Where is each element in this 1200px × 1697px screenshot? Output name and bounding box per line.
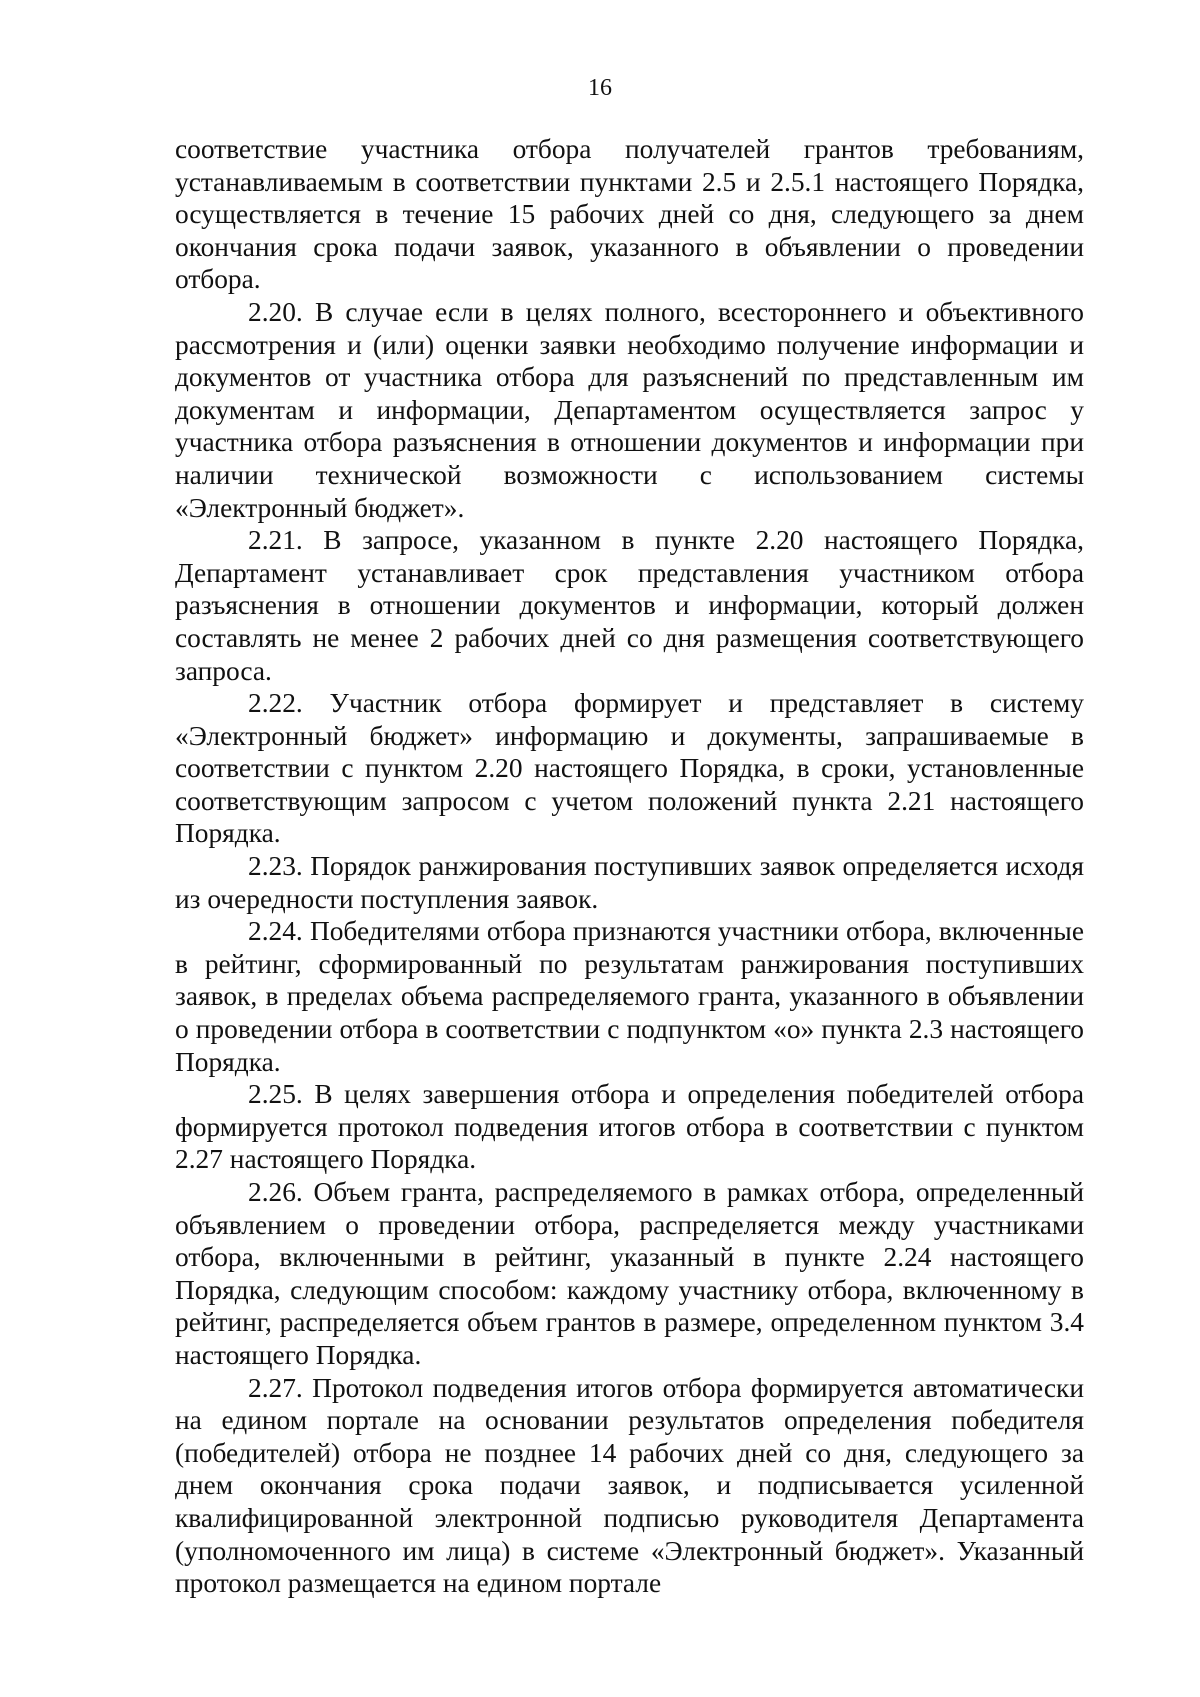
paragraph-2-24: 2.24. Победителями отбора признаются участники отбора, включенные в рейтинг, сформированный по результатам ранжирования поступивших заявок, в пределах объема распределяемого гранта, указанного в объявлении о проведении отбора в соответствии с подпунктом «о» пункта 2.3 настоящего Порядка.	[175, 916, 1084, 1077]
paragraph-2-22: 2.22. Участник отбора формирует и представляет в систему «Электронный бюджет» информацию и документы, запрашиваемые в соответствии с пунктом 2.20 настоящего Порядка, в сроки, установленные соответствующим запросом с учетом положений пункта 2.21 настоящего Порядка.	[175, 688, 1084, 849]
paragraph-2-23: 2.23. Порядок ранжирования поступивших заявок определяется исходя из очередности поступления заявок.	[175, 851, 1084, 914]
document-body	[175, 133, 1084, 1600]
paragraph-2-21: 2.21. В запросе, указанном в пункте 2.20 настоящего Порядка, Департамент устанавливает срок представления участником отбора разъяснения в отношении документов и информации, который должен составлять не менее 2 рабочих дней со дня размещения соответствующего запроса.	[175, 525, 1084, 686]
paragraph-2-25: 2.25. В целях завершения отбора и определения победителей отбора формируется протокол подведения итогов отбора в соответствии с пунктом 2.27 настоящего Порядка.	[175, 1079, 1084, 1175]
page-number: 16	[588, 75, 612, 101]
paragraph-continuation: соответствие участника отбора получателей грантов требованиям, устанавливаемым в соответствии пунктами 2.5 и 2.5.1 настоящего Порядка, осуществляется в течение 15 рабочих дней со дня, следующего за днем окончания срока подачи заявок, указанного в объявлении о проведении отбора.	[175, 134, 1084, 295]
paragraph-2-20: 2.20. В случае если в целях полного, всестороннего и объективного рассмотрения и (или) оценки заявки необходимо получение информации и документов от участника отбора для разъяснений по представленным им документам и информации, Департаментом осуществляется запрос у участника отбора разъяснения в отношении документов и информации при наличии технической возможности с использованием системы «Электронный бюджет».	[175, 296, 1084, 523]
paragraph-2-27: 2.27. Протокол подведения итогов отбора формируется автоматически на едином портале на основании результатов определения победителя (победителей) отбора не позднее 14 рабочих дней со дня, следующего за днем окончания срока подачи заявок, и подписывается усиленной квалифицированной электронной подписью руководителя Департамента (уполномоченного им лица) в системе «Электронный бюджет». Указанный протокол размещается на едином портале	[175, 1372, 1084, 1599]
paragraph-2-26: 2.26. Объем гранта, распределяемого в рамках отбора, определенный объявлением о проведении отбора, распределяется между участниками отбора, включенными в рейтинг, указанный в пункте 2.24 настоящего Порядка, следующим способом: каждому участнику отбора, включенному в рейтинг, распределяется объем грантов в размере, определенном пунктом 3.4 настоящего Порядка.	[175, 1177, 1084, 1370]
